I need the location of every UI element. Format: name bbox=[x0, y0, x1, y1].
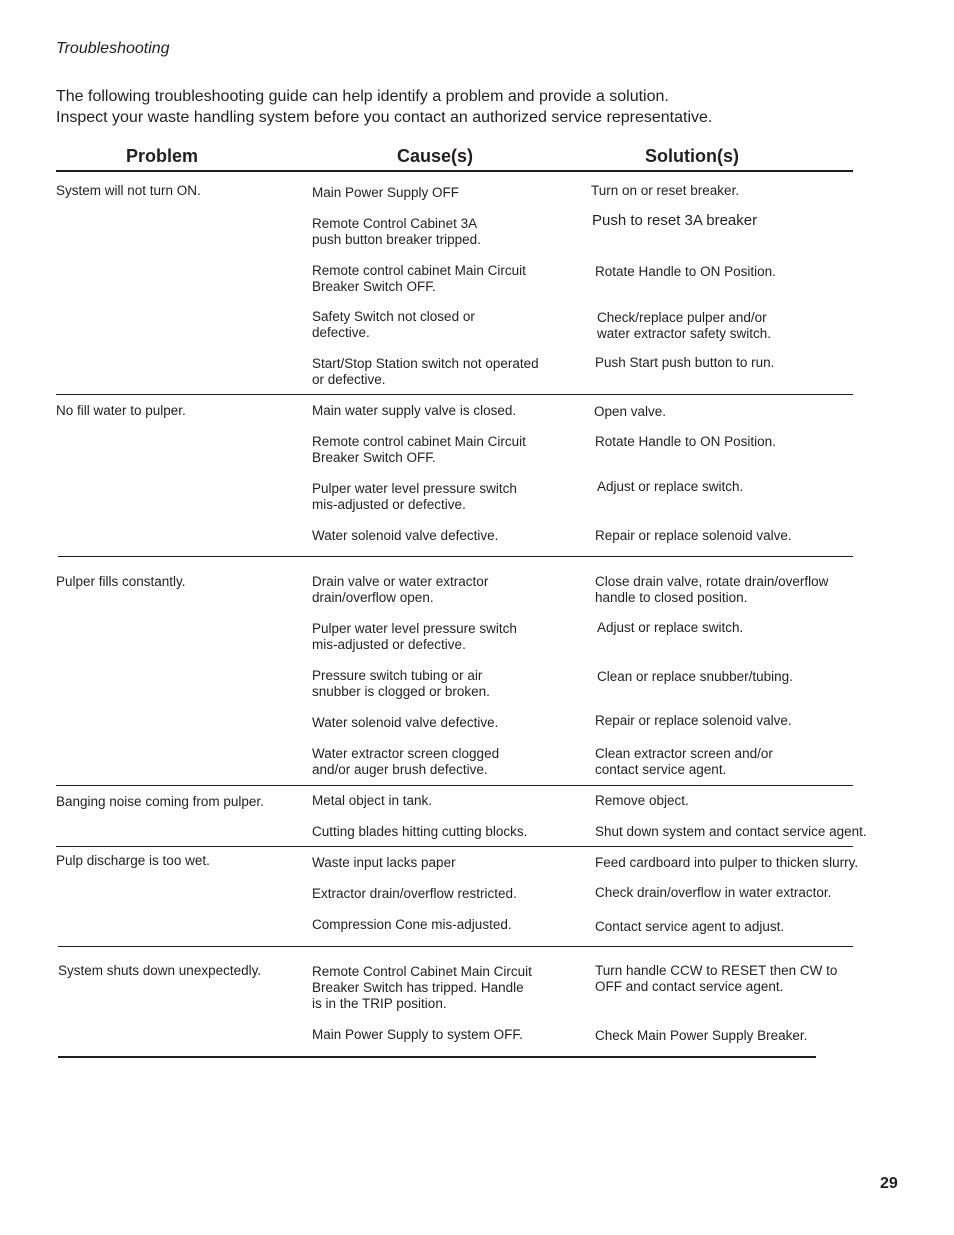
cause-1-4: Safety Switch not closed or defective. bbox=[312, 309, 475, 340]
solution-3-3: Clean or replace snubber/tubing. bbox=[597, 669, 793, 684]
solution-3-5: Clean extractor screen and/or contact service agent. bbox=[595, 746, 773, 777]
solution-3-1: Close drain valve, rotate drain/overflow handle to closed position. bbox=[595, 574, 829, 605]
cause-2-2: Remote control cabinet Main Circuit Breaker Switch OFF. bbox=[312, 434, 526, 465]
problem-1: System will not turn ON. bbox=[56, 183, 201, 198]
cause-6-1: Remote Control Cabinet Main Circuit Breaker Switch has tripped. Handle is in the TRIP position. bbox=[312, 964, 532, 1011]
cause-3-1: Drain valve or water extractor drain/overflow open. bbox=[312, 574, 489, 605]
intro-line-1: The following troubleshooting guide can help identify a problem and provide a solution. bbox=[56, 88, 669, 105]
solution-2-1: Open valve. bbox=[594, 404, 667, 419]
problem-5: Pulp discharge is too wet. bbox=[56, 853, 210, 868]
solution-2-4: Repair or replace solenoid valve. bbox=[595, 528, 792, 543]
group-rule-2 bbox=[58, 556, 853, 557]
cause-5-3: Compression Cone mis-adjusted. bbox=[312, 917, 512, 932]
solution-2-2: Rotate Handle to ON Position. bbox=[595, 434, 776, 449]
solution-1-5: Push Start push button to run. bbox=[595, 355, 775, 370]
solution-3-2: Adjust or replace switch. bbox=[597, 620, 744, 635]
header-problem: Problem bbox=[126, 146, 199, 166]
cause-5-2: Extractor drain/overflow restricted. bbox=[312, 886, 517, 901]
solution-6-1: Turn handle CCW to RESET then CW to OFF and contact service agent. bbox=[595, 963, 838, 994]
cause-4-1: Metal object in tank. bbox=[312, 793, 433, 808]
solution-1-4: Check/replace pulper and/or water extractor safety switch. bbox=[597, 310, 772, 341]
group-rule-5 bbox=[58, 946, 853, 947]
header-cause: Cause(s) bbox=[397, 146, 474, 166]
intro-line-2: Inspect your waste handling system before you contact an authorized service representative. bbox=[56, 109, 713, 126]
solution-2-3: Adjust or replace switch. bbox=[597, 479, 744, 494]
group-rule-1 bbox=[56, 394, 853, 395]
problem-4: Banging noise coming from pulper. bbox=[56, 794, 264, 809]
problem-6: System shuts down unexpectedly. bbox=[58, 963, 262, 978]
solution-1-1: Turn on or reset breaker. bbox=[591, 183, 740, 198]
solution-5-1: Feed cardboard into pulper to thicken slurry. bbox=[595, 855, 859, 870]
header-solution: Solution(s) bbox=[645, 146, 739, 166]
problem-3: Pulper fills constantly. bbox=[56, 574, 186, 589]
solution-1-2: Push to reset 3A breaker bbox=[592, 212, 758, 229]
solution-1-3: Rotate Handle to ON Position. bbox=[595, 264, 776, 279]
solution-4-2: Shut down system and contact service agent. bbox=[595, 824, 867, 839]
group-rule-3 bbox=[56, 785, 853, 786]
cause-4-2: Cutting blades hitting cutting blocks. bbox=[312, 824, 528, 839]
solution-3-4: Repair or replace solenoid valve. bbox=[595, 713, 792, 728]
page-number: 29 bbox=[880, 1175, 898, 1192]
cause-1-2: Remote Control Cabinet 3A push button breaker tripped. bbox=[312, 216, 481, 247]
table-bottom-rule bbox=[58, 1056, 816, 1058]
cause-1-3: Remote control cabinet Main Circuit Breaker Switch OFF. bbox=[312, 263, 526, 294]
cause-2-3: Pulper water level pressure switch mis-adjusted or defective. bbox=[312, 481, 517, 512]
cause-5-1: Waste input lacks paper bbox=[312, 855, 456, 870]
cause-3-3: Pressure switch tubing or air snubber is clogged or broken. bbox=[312, 668, 490, 699]
cause-3-4: Water solenoid valve defective. bbox=[312, 715, 499, 730]
cause-2-4: Water solenoid valve defective. bbox=[312, 528, 499, 543]
problem-2: No fill water to pulper. bbox=[56, 403, 186, 418]
solution-6-2: Check Main Power Supply Breaker. bbox=[595, 1028, 808, 1043]
cause-3-5: Water extractor screen clogged and/or auger brush defective. bbox=[312, 746, 500, 777]
group-rule-4 bbox=[56, 846, 853, 847]
cause-1-5: Start/Stop Station switch not operated or defective. bbox=[312, 356, 539, 387]
cause-2-1: Main water supply valve is closed. bbox=[312, 403, 517, 418]
cause-3-2: Pulper water level pressure switch mis-adjusted or defective. bbox=[312, 621, 517, 652]
cause-1-1: Main Power Supply OFF bbox=[312, 185, 460, 200]
solution-5-2: Check drain/overflow in water extractor. bbox=[595, 885, 832, 900]
solution-4-1: Remove object. bbox=[595, 793, 689, 808]
header-rule bbox=[56, 170, 853, 172]
solution-5-3: Contact service agent to adjust. bbox=[595, 919, 785, 934]
section-title: Troubleshooting bbox=[56, 40, 170, 57]
cause-6-2: Main Power Supply to system OFF. bbox=[312, 1027, 523, 1042]
